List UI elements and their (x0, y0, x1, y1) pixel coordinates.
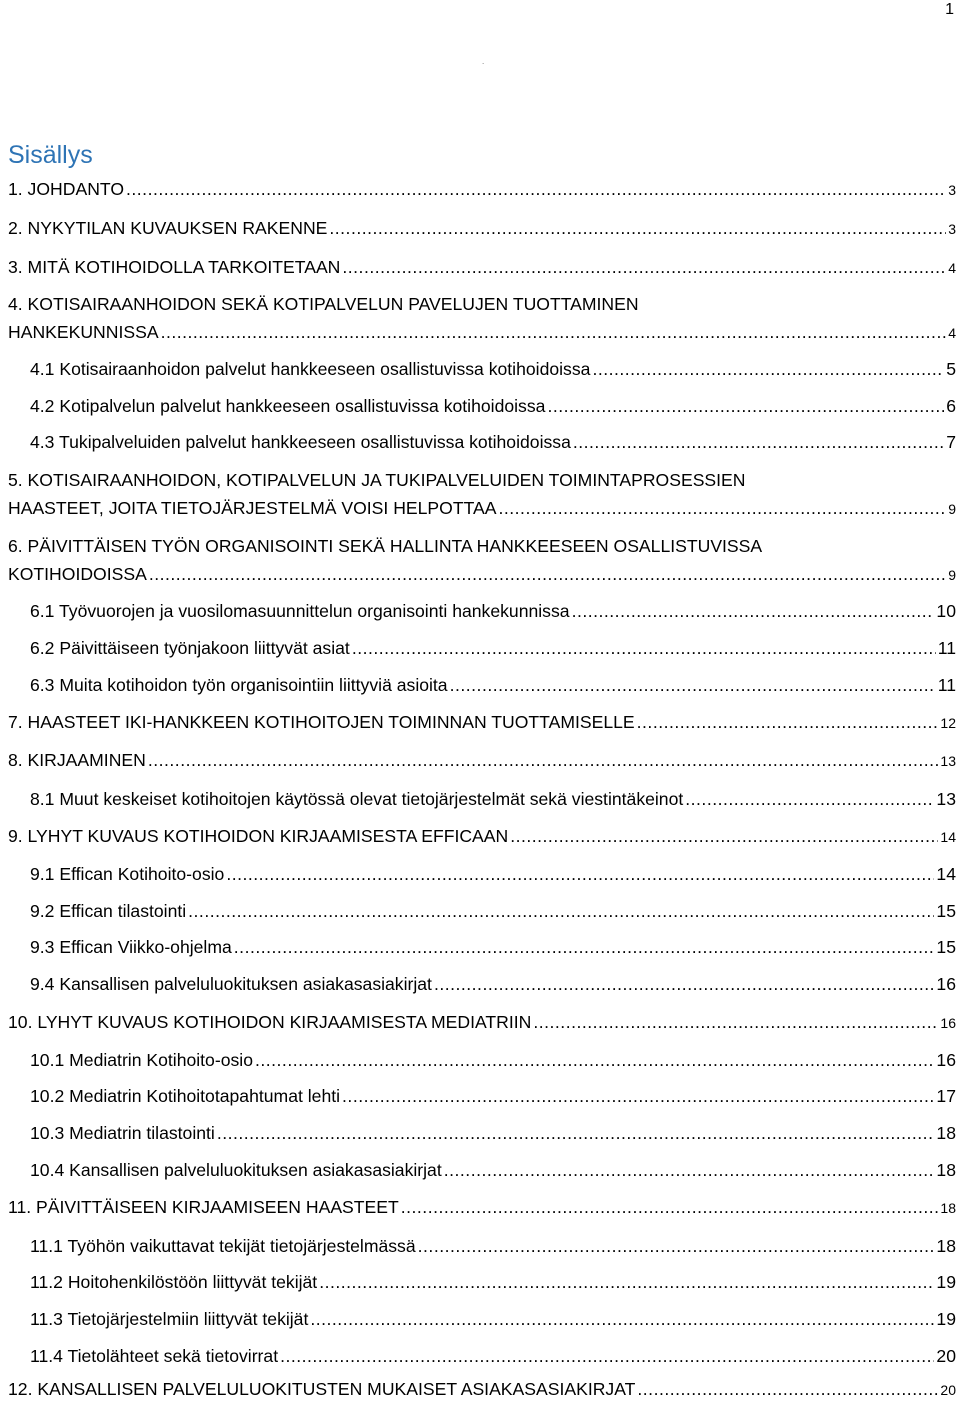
toc-entry-page: 18 (936, 1236, 956, 1256)
toc-entry-title: 9.1 Effican Kotihoito-osio (30, 864, 225, 884)
toc-entry-9-1[interactable] (30, 860, 960, 888)
toc-entry-title-line1: 4. KOTISAIRAANHOIDON SEKÄ KOTIPALVELUN PAVELUJEN TUOTTAMINEN (8, 294, 639, 314)
toc-entry-title: 7. HAASTEET IKI-HANKKEEN KOTIHOITOJEN TOIMINNAN TUOTTAMISELLE (8, 712, 635, 732)
dot-leader (444, 1156, 935, 1184)
toc-entry-8[interactable] (8, 746, 960, 775)
toc-entry-page: 17 (936, 1086, 956, 1106)
toc-entry-4-3[interactable] (30, 428, 960, 456)
toc-entry-1[interactable] (8, 175, 960, 204)
toc-entry-9-4[interactable] (30, 970, 960, 998)
toc-entry-title: 10. LYHYT KUVAUS KOTIHOIDON KIRJAAMISESTA MEDIATRIIN (8, 1012, 532, 1032)
dot-leader (352, 634, 936, 662)
dot-leader (188, 897, 934, 925)
toc-entry-page: 14 (940, 829, 956, 845)
toc-entry-8-1[interactable] (30, 785, 960, 813)
toc-entry-5[interactable] (8, 466, 960, 523)
toc-entry-page: 10 (936, 601, 956, 621)
dot-leader (255, 1046, 934, 1074)
toc-entry-title: 6.2 Päivittäiseen työnjakoon liittyvät asiat (30, 638, 350, 658)
toc-entry-page: 14 (936, 864, 956, 884)
toc-entry-title: 3. MITÄ KOTIHOIDOLLA TARKOITETAAN (8, 257, 341, 277)
toc-entry-4-2[interactable] (30, 392, 960, 420)
toc-entry-page: 3 (948, 221, 956, 237)
toc-entry-title: 11. PÄIVITTÄISEEN KIRJAAMISEEN HAASTEET (8, 1197, 399, 1217)
toc-entry-title: 8.1 Muut keskeiset kotihoitojen käytössä olevat tietojärjestelmät sekä viestintäkeinot (30, 789, 684, 809)
toc-entry-title: 10.3 Mediatrin tilastointi (30, 1123, 215, 1143)
toc-entry-10-1[interactable] (30, 1046, 960, 1074)
toc-entry-title: 6.3 Muita kotihoidon työn organisointiin liittyviä asioita (30, 675, 448, 695)
toc-entry-title: 11.4 Tietolähteet sekä tietovirrat (30, 1346, 279, 1366)
toc-entry-page: 16 (936, 1050, 956, 1070)
dot-leader (547, 392, 944, 420)
dot-leader (592, 355, 944, 383)
toc-entry-title: 11.2 Hoitohenkilöstöön liittyvät tekijät (30, 1272, 318, 1292)
toc-entry-11-3[interactable] (30, 1305, 960, 1333)
toc-entry-page: 15 (936, 901, 956, 921)
toc-entry-10-3[interactable] (30, 1119, 960, 1147)
toc-entry-4-1[interactable] (30, 355, 960, 383)
dot-leader (226, 860, 934, 888)
dot-leader (637, 708, 939, 736)
dot-leader (319, 1268, 934, 1296)
toc-entry-title: 10.2 Mediatrin Kotihoitotapahtumat lehti (30, 1086, 341, 1106)
toc-entry-11[interactable] (8, 1193, 960, 1222)
toc-entry-page: 9 (948, 567, 956, 583)
toc-entry-9-2[interactable] (30, 897, 960, 925)
dot-leader (637, 1375, 938, 1403)
dot-leader (434, 970, 934, 998)
dot-leader (342, 253, 946, 281)
dot-leader (510, 822, 938, 850)
dot-leader (401, 1193, 939, 1221)
toc-entry-title: 9.3 Effican Viikko-ohjelma (30, 937, 232, 957)
dot-leader (234, 933, 935, 961)
toc-entry-page: 11 (937, 675, 956, 695)
toc-entry-10[interactable] (8, 1008, 960, 1037)
page-number: 1 (945, 1, 954, 18)
toc-entry-page: 18 (936, 1123, 956, 1143)
toc-entry-title: HANKEKUNNISSA (8, 322, 159, 342)
dot-leader (533, 1008, 938, 1036)
toc-entry-4[interactable] (8, 290, 960, 347)
toc-entry-page: 6 (946, 396, 956, 416)
toc-entry-6[interactable] (8, 532, 960, 589)
dot-leader (418, 1232, 935, 1260)
dot-leader (148, 746, 939, 774)
toc-entry-3[interactable] (8, 253, 960, 282)
toc-entry-11-2[interactable] (30, 1268, 960, 1296)
toc-entry-page: 16 (940, 1015, 956, 1031)
toc-entry-title: 9.2 Effican tilastointi (30, 901, 187, 921)
toc-entry-title: KOTIHOIDOISSA (8, 564, 147, 584)
dot-leader (310, 1305, 934, 1333)
toc-entry-page: 9 (948, 501, 956, 517)
dot-mark: . (482, 57, 485, 66)
toc-entry-page: 15 (936, 937, 956, 957)
toc-entry-title: 10.1 Mediatrin Kotihoito-osio (30, 1050, 253, 1070)
toc-entry-9-3[interactable] (30, 933, 960, 961)
dot-leader (450, 671, 936, 699)
toc-entry-page: 11 (937, 638, 956, 658)
dot-leader (572, 597, 935, 625)
toc-entry-10-4[interactable] (30, 1156, 960, 1184)
toc-entry-page: 20 (936, 1346, 956, 1366)
toc-entry-6-3[interactable] (30, 671, 960, 699)
toc-entry-page: 12 (940, 715, 956, 731)
dot-leader (217, 1119, 935, 1147)
toc-entry-12[interactable] (8, 1375, 960, 1404)
toc-entry-page: 18 (936, 1160, 956, 1180)
toc-entry-title: 9.4 Kansallisen palveluluokituksen asiakasasiakirjat (30, 974, 432, 994)
toc-entry-6-1[interactable] (30, 597, 960, 625)
toc-entry-title: 4.2 Kotipalvelun palvelut hankkeeseen osallistuvissa kotihoidoissa (30, 396, 546, 416)
dot-leader (573, 428, 944, 456)
toc-entry-9[interactable] (8, 822, 960, 851)
toc-entry-title: 9. LYHYT KUVAUS KOTIHOIDON KIRJAAMISESTA EFFICAAN (8, 826, 509, 846)
toc-entry-title: 6.1 Työvuorojen ja vuosilomasuunnittelun organisointi hankekunnissa (30, 601, 570, 621)
toc-entry-title: 4.3 Tukipalveluiden palvelut hankkeeseen osallistuvissa kotihoidoissa (30, 432, 571, 452)
toc-entry-page: 13 (940, 753, 956, 769)
toc-entry-6-2[interactable] (30, 634, 960, 662)
toc-entry-title: 11.3 Tietojärjestelmiin liittyvät tekijät (30, 1309, 309, 1329)
toc-entry-title-line1: 5. KOTISAIRAANHOIDON, KOTIPALVELUN JA TUKIPALVELUIDEN TOIMINTAPROSESSIEN (8, 470, 746, 490)
dot-leader (149, 560, 946, 588)
dot-leader (329, 214, 946, 242)
toc-entry-title: 11.1 Työhön vaikuttavat tekijät tietojärjestelmässä (30, 1236, 416, 1256)
toc-entry-title: 10.4 Kansallisen palveluluokituksen asiakasasiakirjat (30, 1160, 442, 1180)
toc-entry-page: 20 (940, 1382, 956, 1398)
dot-leader (499, 494, 947, 522)
toc-entry-2[interactable] (8, 214, 960, 243)
toc-entry-page: 18 (940, 1200, 956, 1216)
toc-entry-title: 12. KANSALLISEN PALVELULUOKITUSTEN MUKAISET ASIAKASASIAKIRJAT (8, 1379, 636, 1399)
dot-leader (685, 785, 934, 813)
toc-heading: Sisällys (8, 141, 93, 169)
toc-entry-title: 1. JOHDANTO (8, 179, 125, 199)
toc-entry-title-line1: 6. PÄIVITTÄISEN TYÖN ORGANISOINTI SEKÄ HALLINTA HANKKEESEEN OSALLISTUVISSA (8, 536, 763, 556)
toc-entry-title: HAASTEET, JOITA TIETOJÄRJESTELMÄ VOISI HELPOTTAA (8, 498, 497, 518)
toc-entry-page: 5 (946, 359, 956, 379)
toc-entry-page: 19 (936, 1272, 956, 1292)
toc-entry-title: 8. KIRJAAMINEN (8, 750, 146, 770)
toc-entry-7[interactable] (8, 708, 960, 737)
dot-leader (161, 318, 947, 346)
dot-leader (126, 175, 946, 203)
toc-entry-11-4[interactable] (30, 1342, 960, 1370)
toc-entry-11-1[interactable] (30, 1232, 960, 1260)
dot-leader (342, 1082, 934, 1110)
toc-entry-title: 2. NYKYTILAN KUVAUKSEN RAKENNE (8, 218, 328, 238)
toc-entry-page: 4 (948, 325, 956, 341)
toc-entry-page: 16 (936, 974, 956, 994)
toc-entry-page: 7 (946, 432, 956, 452)
dot-leader (280, 1342, 934, 1370)
toc-entry-page: 4 (948, 260, 956, 276)
toc-entry-title: 4.1 Kotisairaanhoidon palvelut hankkeeseen osallistuvissa kotihoidoissa (30, 359, 591, 379)
toc-entry-page: 19 (936, 1309, 956, 1329)
toc-entry-page: 13 (936, 789, 956, 809)
toc-entry-page: 3 (948, 182, 956, 198)
toc-entry-10-2[interactable] (30, 1082, 960, 1110)
